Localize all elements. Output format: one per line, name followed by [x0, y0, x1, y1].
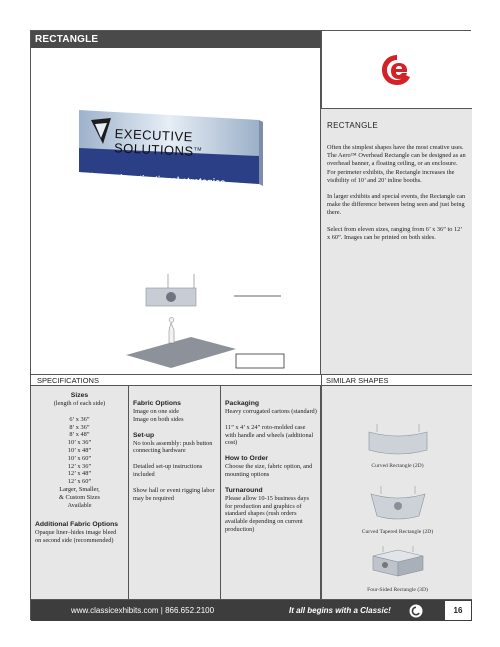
size-item: 12’ x 36”	[67, 462, 92, 470]
footer	[31, 599, 472, 621]
size-item: 10’ x 48”	[67, 446, 92, 454]
how-to-order-title: How to Order	[225, 455, 269, 463]
page-title: RECTANGLE	[31, 31, 321, 48]
turnaround-text: Please allow 10-15 business days for production and graphics of standard shapes (rush orders available depending on current production)	[225, 494, 309, 533]
size-item: 8’ x 48”	[69, 431, 90, 439]
classic-footer-logo-icon	[409, 604, 423, 618]
curved-tapered-rectangle-icon	[363, 486, 433, 522]
packaging-text: Heavy corrugated cartons (standard)	[225, 408, 317, 415]
similar-shapes-header: SIMILAR SHAPES	[321, 374, 472, 386]
description-paragraph: Often the simplest shapes have the most creative uses. The Aero™ Overhead Rectangle can be designed as an overhead banner, a floating ceiling, or an enclosure. For perimeter exhibits, the Rectangle increases the visibility of 10’ and 20’ inline booths.	[327, 144, 466, 184]
spec-column-fabric	[129, 386, 221, 599]
fabric-option: Image on both sides	[133, 415, 184, 423]
similar-shape-caption: Curved Rectangle (2D)	[371, 463, 424, 469]
footer-tagline: It all begins with a Classic!	[289, 606, 391, 615]
classic-logo-icon	[379, 52, 415, 88]
sizes-title: Sizes	[70, 392, 89, 399]
similar-shape-item[interactable]	[322, 546, 473, 593]
product-illustrations	[31, 48, 321, 374]
size-note: & Custom Sizes	[59, 493, 100, 501]
description-paragraph: In larger exhibits and special events, the Rectangle can make the difference between being seen and just being there.	[327, 193, 466, 217]
packaging-title: Packaging	[225, 400, 259, 407]
spec-column-sizes	[31, 386, 129, 599]
size-item: 10’ x 60”	[67, 454, 92, 462]
product-illustration-panel	[31, 48, 321, 374]
size-item: 8’ x 36”	[69, 423, 90, 431]
setup-text: Detailed set-up instructions included	[133, 463, 203, 478]
packaging-text: 11” x 4’ x 24” roto-molded case with handle and wheels (additional cost)	[225, 423, 314, 447]
similar-shape-caption: Four-Sided Rectangle (3D)	[367, 587, 428, 593]
specifications-header: SPECIFICATIONS	[31, 374, 321, 386]
curved-rectangle-icon	[363, 424, 433, 456]
setup-title: Set-up	[133, 431, 155, 439]
setup-text: Show hall or event rigging labor may be required	[133, 486, 215, 502]
banner-tagline: Elevated motivational strategies	[84, 171, 226, 188]
size-note: Larger, Smaller,	[59, 485, 100, 493]
size-list	[35, 416, 124, 510]
how-to-order-text: Choose the size, fabric option, and mounting options	[225, 463, 313, 478]
logo	[321, 31, 472, 108]
similar-shape-item[interactable]	[322, 424, 473, 469]
top-view-box	[236, 354, 284, 368]
spec-column-packaging	[221, 386, 321, 599]
fabric-option: Image on one side	[133, 408, 179, 415]
four-sided-rectangle-icon	[363, 546, 433, 580]
person-figure-icon	[169, 323, 174, 343]
size-item: 6’ x 36”	[69, 415, 90, 423]
additional-fabric-title: Additional Fabric Options	[35, 521, 119, 529]
additional-fabric-block	[35, 521, 124, 545]
description-paragraph: Select from eleven sizes, ranging from 6’ x 36” to 12’ x 60”. Images can be printed on both sides.	[327, 225, 462, 241]
floor-plan-diagram	[126, 337, 236, 368]
turnaround-title: Turnaround	[225, 486, 263, 494]
page	[30, 30, 471, 620]
setup-text: No tools assembly: push button connecting hardware	[133, 439, 213, 455]
size-item: 10’ x 36”	[67, 439, 92, 447]
size-item: 12’ x 48”	[67, 470, 92, 478]
description-panel	[321, 108, 472, 374]
size-item: 12’ x 60”	[67, 478, 92, 486]
specifications-body	[31, 386, 321, 599]
similar-shapes-body	[321, 386, 472, 599]
similar-shape-caption: Curved Tapered Rectangle (2D)	[361, 529, 434, 535]
size-note: Available	[67, 501, 92, 509]
banner-brand-text: EXECUTIVE SOLUTIONS™	[113, 126, 203, 159]
additional-fabric-text: Opaque liner–hides image bleed on second side (recommended)	[35, 529, 117, 545]
footer-contact[interactable]: www.classicexhibits.com | 866.652.2100	[71, 606, 215, 615]
similar-shape-item[interactable]	[322, 486, 473, 535]
sizes-subtitle: (length of each side)	[53, 400, 106, 407]
description-title: RECTANGLE	[327, 121, 379, 130]
page-number: 16	[445, 601, 471, 620]
fabric-options-title: Fabric Options	[133, 400, 181, 407]
